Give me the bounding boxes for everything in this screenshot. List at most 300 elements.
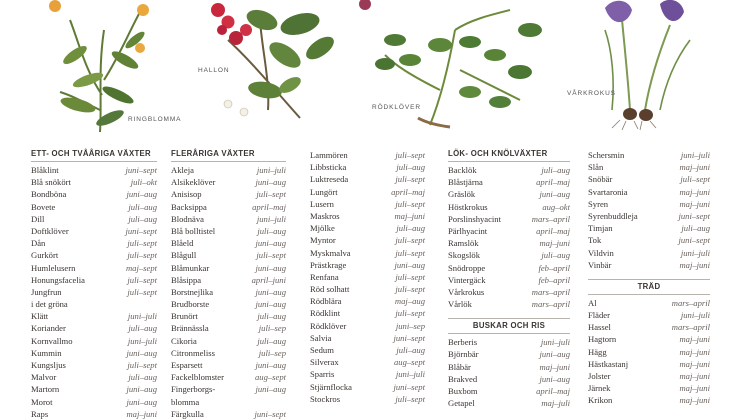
plant-name: Ramslök [448,238,479,249]
bloom-period: juli–okt [130,177,157,188]
plant-row [171,322,286,334]
plant-row [171,274,286,286]
varkrokus-illustration [605,0,690,130]
bloom-period: juli–sep [258,347,286,358]
bloom-period: feb–april [538,262,570,273]
plant-name: Hägg [588,346,607,357]
bloom-period: maj–juni [679,162,710,173]
bloom-period: maj–juni [679,186,710,197]
plant-row [588,247,710,259]
caption-hallon: HALLON [198,67,230,74]
plant-name: Björnbär [448,349,479,360]
bloom-period: juli–aug [396,345,425,355]
plant-row [310,198,425,210]
plant-name: Rödblära [310,296,342,307]
plant-row [171,164,286,176]
plant-name: Blå snökört [31,177,71,188]
plant-row [448,225,570,237]
plant-list [31,162,157,420]
plant-list [588,295,710,407]
plant-name: Rödklöver [310,320,347,331]
bloom-period: juni–aug [126,396,157,407]
plant-name: Gräslök [448,189,476,200]
bloom-period: maj–juni [126,408,157,419]
plant-name: Alsikeklöver [171,177,216,188]
plant-row [171,396,286,408]
column-annuals [31,147,157,420]
plant-row [31,310,157,322]
plant-name: i det gröna [31,299,68,310]
plant-row [171,310,286,322]
plant-name: Vårkrokus [448,286,485,297]
column-bulbs-shrubs [448,147,570,409]
plant-row [310,307,425,319]
plant-name: Bondböna [31,189,67,200]
plant-row [588,297,710,309]
bloom-period: juni–aug [255,384,286,395]
plant-name: Mjölke [310,223,335,234]
caption-varkrokus: VÅRKROKUS [567,90,616,97]
bloom-period: juni–juli [256,213,286,224]
plant-row [31,225,157,237]
plant-name: Vinbär [588,259,612,270]
plant-list [171,162,286,420]
plant-name: Syrenbuddleja [588,210,638,221]
plant-name: Blåstjärna [448,177,483,188]
bloom-period: juni–juli [395,369,425,380]
plant-row [588,358,710,370]
plant-name: Blå bolltistel [171,225,216,236]
plant-row [171,286,286,298]
plant-row [310,210,425,222]
plant-row [448,188,570,200]
plant-name: Borstnejlika [171,286,214,297]
plant-name: Backsippa [171,201,207,212]
plant-name: Brakved [448,373,478,384]
plant-row [448,336,570,348]
plant-row [448,298,570,310]
botanical-illustrations [0,0,746,140]
bloom-period: juli–sept [127,250,157,261]
plant-row [310,393,425,405]
bloom-period: juni–aug [539,373,570,384]
bloom-period: juni–sept [125,165,157,175]
plant-name: Klätt [31,311,49,322]
bloom-period: juni–juli [680,247,710,258]
plant-name: Hästkastanj [588,358,629,369]
bloom-period: juni–aug [255,299,286,310]
plant-row [448,373,570,385]
bloom-period: juni–juli [540,337,570,348]
plant-name: Snöbär [588,174,613,185]
bloom-period: juli–aug [396,162,425,173]
plant-name: Dån [31,238,46,249]
bloom-period: juli–sept [395,247,425,258]
bloom-period: maj–juni [394,210,425,221]
bloom-period: juli–sept [127,238,157,249]
section-header: FLERÅRIGA VÄXTER [171,147,286,162]
plant-row [310,295,425,307]
bloom-period: aug–sept [393,357,425,368]
plant-name: Maskros [310,210,340,221]
ringblomma-illustration [49,0,149,132]
plant-name: Malvor [31,372,57,383]
plant-row [448,262,570,274]
plant-name: Myntor [310,235,336,246]
plant-row [171,201,286,213]
plant-name: Krikon [588,395,613,406]
plant-name: Blåeld [171,238,194,249]
plant-name: Renfana [310,271,339,282]
plant-name: Höstkrokus [448,201,488,212]
plant-row [310,332,425,344]
plant-row [31,371,157,383]
plant-name: Tok [588,235,602,246]
plant-row [310,283,425,295]
plant-row [310,161,425,173]
plant-name: Libbsticka [310,162,347,173]
bloom-period: april–maj [536,386,570,396]
bloom-period: juli–sept [256,250,286,261]
plant-name: Fingerborgs- [171,384,216,395]
bloom-period: maj–juni [679,259,710,270]
plant-name: Sedum [310,345,334,355]
bloom-period: mars–april [531,213,570,224]
plant-row [31,322,157,334]
bloom-period: maj–juli [541,398,570,409]
bloom-period: juli–aug [541,165,570,175]
bloom-period: juli–aug [128,201,157,212]
plant-name: Rödklint [310,308,341,319]
plant-row [310,368,425,380]
plant-row [31,274,157,286]
bloom-period: maj–juni [679,383,710,394]
plant-row [588,321,710,333]
plant-name: Timjan [588,223,613,234]
caption-ringblomma: RINGBLOMMA [128,116,182,123]
plant-row [31,164,157,176]
plant-row [448,237,570,249]
plant-name: Fackelblomster [171,372,224,383]
plant-name: Sparris [310,369,335,380]
plant-name: Lungört [310,186,338,197]
plant-name: Stockros [310,393,341,404]
plant-row [31,298,157,310]
plant-name: Syren [588,198,609,209]
plant-name: Kummin [31,347,62,358]
plant-row [31,383,157,395]
plant-row [310,356,425,368]
plant-row [310,222,425,234]
bloom-period: juni–sept [678,235,710,246]
bloom-period: feb–april [538,274,570,285]
bloom-period: aug–okt [542,201,570,212]
plant-name: Kornvallmo [31,335,73,346]
plant-row [588,161,710,173]
bloom-period: maj–juni [539,361,570,372]
plant-row [310,344,425,356]
bloom-period: mars–april [531,286,570,297]
bloom-period: maj–juni [679,395,710,406]
plant-row [31,408,157,420]
plant-name: Blåbär [448,361,471,372]
plant-name: Hagtorn [588,334,617,345]
plant-name: Blåmunkar [171,262,210,273]
plant-row [310,186,425,198]
plant-row [588,259,710,271]
bloom-period: aug–sept [254,372,286,383]
plant-list [448,334,570,409]
bloom-period: juli–sept [395,150,425,160]
plant-row [448,164,570,176]
caption-rodklover: RÖDKLÖVER [372,104,421,111]
plant-name: Al [588,297,597,308]
bloom-period: juli–sept [395,308,425,319]
plant-name: Koriander [31,323,66,334]
plant-name: Färgkulla [171,408,204,419]
bloom-period: juni–juli [680,310,710,321]
plant-name: Brudborste [171,299,210,310]
plant-name: Järnek [588,383,611,394]
plant-row [310,234,425,246]
plant-row [448,286,570,298]
plant-row [31,213,157,225]
plant-name: Myskmalva [310,247,351,258]
bloom-period: juli–sept [127,274,157,285]
bloom-period: juli–sept [127,286,157,297]
plant-name: Martorn [31,384,60,395]
plant-list [448,162,570,310]
plant-row [588,346,710,358]
plant-row [31,286,157,298]
bloom-period: juni–sept [678,210,710,221]
bloom-period: juni–sept [125,225,157,236]
plant-row [588,333,710,345]
plant-name: Skogslök [448,250,480,261]
plant-name: Fläder [588,310,610,321]
plant-row [588,370,710,382]
bloom-period: juli–aug [257,335,286,346]
plant-name: Slån [588,162,604,173]
bloom-period: juli–aug [128,213,157,224]
plant-name: Svartaronia [588,186,628,197]
plant-row [171,225,286,237]
bloom-period: april–maj [536,177,570,188]
bloom-period: juli–sept [395,284,425,295]
bloom-period: juni–sept [393,332,425,343]
plant-name: Blodnäva [171,213,204,224]
plant-row [588,222,710,234]
bloom-period: juni–aug [539,189,570,200]
plant-name: Honungsfacelia [31,274,85,285]
plant-row [310,271,425,283]
plant-row [31,347,157,359]
plant-row [448,274,570,286]
plant-row [31,396,157,408]
plant-row [448,201,570,213]
plant-row [171,359,286,371]
bloom-period: juni–sept [393,381,425,392]
plant-name: Brunört [171,311,198,322]
plant-name: Luktreseda [310,174,349,185]
bloom-period: juli–aug [396,223,425,234]
bloom-period: juni–juli [256,165,286,175]
plant-row [588,309,710,321]
bloom-period: maj–juni [679,198,710,209]
plant-name: Blågull [171,250,197,261]
bloom-period: juni–juli [680,150,710,160]
bloom-period: juni–aug [255,177,286,188]
bloom-period: april–maj [252,201,286,212]
bloom-period: maj–juni [679,346,710,357]
bloom-period: juni–aug [255,262,286,273]
bloom-period: juni–aug [255,360,286,370]
plant-row [31,262,157,274]
plant-list [588,147,710,271]
bloom-period: juni–sept [254,408,286,419]
plant-row [171,371,286,383]
plant-row [171,262,286,274]
plant-row [588,198,710,210]
bloom-period: maj–juni [679,358,710,369]
bloom-period: juli–sept [395,271,425,282]
plant-row [31,176,157,188]
bloom-period: juli–sept [395,235,425,246]
plant-name: Vintergäck [448,274,486,285]
bloom-period: april–maj [391,186,425,197]
plant-name: Lusern [310,198,334,209]
plant-name: Gurkört [31,250,59,261]
plant-row [171,237,286,249]
plant-row [171,298,286,310]
plant-row [310,173,425,185]
plant-row [448,213,570,225]
plant-name: Brännässla [171,323,209,334]
bloom-period: mars–april [671,297,710,308]
bloom-period: juni–aug [126,347,157,358]
plant-row [171,213,286,225]
plant-row [310,259,425,271]
bloom-period: juli–aug [541,250,570,261]
bloom-period: juli–aug [128,323,157,334]
plant-name: Prästkrage [310,259,347,270]
plant-name: Raps [31,408,49,419]
plant-row [448,249,570,261]
plant-row [31,188,157,200]
plant-name: Buxbom [448,386,478,396]
plant-name: Stjärnflocka [310,381,352,392]
bloom-period: maj–sept [125,262,157,273]
plant-name: Snödroppe [448,262,486,273]
plant-name: Dill [31,213,45,224]
plant-name: Kungsljus [31,360,66,370]
bloom-period: juli–sept [395,174,425,185]
plant-name: Lammören [310,150,348,160]
column-perennials-cont [310,147,425,405]
plant-name: Jungfrun [31,286,62,297]
bloom-period: juli–sept [680,174,710,185]
plant-row [448,361,570,373]
plant-name: Vildvin [588,247,614,258]
plant-row [448,348,570,360]
plant-row [448,397,570,409]
column-shrubs-trees [588,147,710,407]
plant-row [31,249,157,261]
plant-row [31,359,157,371]
bloom-period: juli–sep [258,323,286,334]
plant-name: Backlök [448,165,477,175]
plant-name: Blåsippa [171,274,202,285]
plant-name: Blåklint [31,165,59,175]
plant-name: Silverax [310,357,339,368]
plant-row [171,176,286,188]
bloom-period: juli–aug [128,372,157,383]
plant-name: Getapel [448,398,475,409]
plant-row [171,335,286,347]
plant-name: Hassel [588,322,611,333]
bloom-period: juni–aug [126,189,157,200]
plant-name: Cikoria [171,335,197,346]
plant-row [588,210,710,222]
plant-row [310,320,425,332]
bloom-period: juli–sept [395,198,425,209]
plant-name: Anisisop [171,189,202,200]
plant-name: Vårlök [448,299,472,310]
plant-row [171,408,286,420]
bloom-period: maj–aug [394,296,425,307]
bloom-period: maj–juni [679,334,710,345]
bloom-period: april–juni [251,274,286,285]
bloom-period: april–maj [536,225,570,236]
plant-row [588,234,710,246]
plant-list [310,147,425,405]
column-perennials [171,147,286,420]
plant-name: Akleja [171,165,194,175]
plant-row [588,149,710,161]
bloom-period: mars–april [531,299,570,310]
plant-row [448,176,570,188]
plant-name: Salvia [310,332,332,343]
plant-row [310,149,425,161]
plant-row [588,186,710,198]
plant-row [448,385,570,397]
plant-row [310,381,425,393]
plant-name: Doftklöver [31,225,69,236]
plant-row [171,383,286,395]
plant-name: Humlelusern [31,262,76,273]
plant-name: blomma [171,396,200,407]
bloom-period: juli–sept [127,360,157,370]
bloom-period: juni–aug [126,384,157,395]
plant-row [171,188,286,200]
plant-row [310,247,425,259]
bloom-period: maj–juni [679,371,710,381]
plant-row [31,237,157,249]
bloom-period: juni–aug [394,259,425,270]
bloom-period: juli–sept [395,393,425,404]
bloom-period: juni–juli [127,335,157,346]
bloom-period: juni–sep [395,320,425,331]
plant-row [588,382,710,394]
section-header: BUSKAR OCH RIS [448,318,570,334]
plant-name: Citronmeliss [171,347,215,358]
plant-name: Pärlhyacint [448,225,488,236]
bloom-period: juli–aug [257,225,286,236]
bloom-period: juni–juli [127,311,157,322]
plant-name: Berberis [448,337,478,348]
bloom-period: juli–sept [256,189,286,200]
plant-row [171,347,286,359]
